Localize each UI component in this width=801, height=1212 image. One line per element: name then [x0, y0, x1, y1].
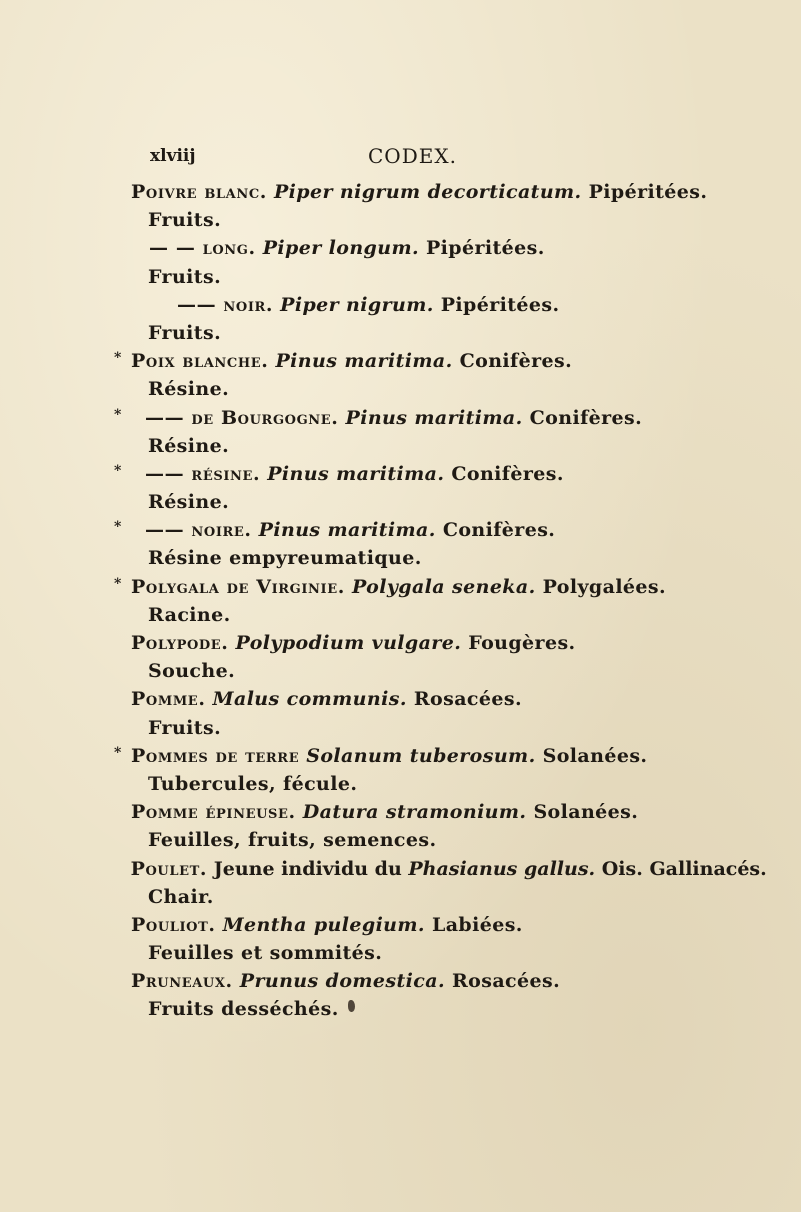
- entry-head: Poivre blanc.: [131, 181, 267, 203]
- entry-part-line: [124, 432, 784, 460]
- entry-part-line: [124, 544, 784, 572]
- entry-line: [114, 460, 784, 488]
- entry-head: Pruneaux.: [131, 970, 233, 993]
- entry-latin-name: Pinus maritima.: [275, 350, 453, 373]
- entry-family: Solanées.: [542, 744, 648, 767]
- entry-head: —— de Bourgogne.: [145, 406, 339, 429]
- entry-part: Tubercules, fécule.: [148, 772, 358, 795]
- entry-star: *: [114, 462, 122, 479]
- entry-line: [124, 911, 784, 939]
- entry-line: [124, 629, 784, 657]
- entry-head: Pomme.: [131, 688, 206, 711]
- entry-family: Fougères.: [468, 632, 576, 654]
- entry-head: —— noire.: [145, 519, 252, 542]
- entry-part: Feuilles et sommités.: [148, 942, 383, 965]
- entry-latin-name: Piper nigrum decorticatum.: [274, 181, 582, 203]
- entry-star: *: [114, 575, 122, 592]
- entry-line: [124, 234, 784, 262]
- entry-part-line: [124, 939, 784, 967]
- entry-part-line: [124, 770, 784, 798]
- entry-family: Labiées.: [431, 913, 523, 936]
- page-header: [150, 146, 670, 172]
- entry-head: Pomme épineuse.: [131, 801, 296, 824]
- entry-part-line: [124, 657, 784, 685]
- entry-family: Conifères.: [451, 462, 564, 485]
- entry-part: Fruits.: [148, 209, 222, 232]
- entry-line: [124, 967, 784, 995]
- entry-head: Polygala de Virginie.: [131, 575, 345, 598]
- entry-part: Souche.: [148, 660, 236, 683]
- entry-latin-name: Piper longum.: [262, 237, 419, 260]
- folio-number: xlviij: [150, 146, 196, 166]
- entry-latin-name: Mentha pulegium.: [222, 913, 425, 936]
- entry-head: Pouliot.: [131, 913, 216, 936]
- entry-part-line: [124, 206, 784, 234]
- entry-line: [114, 347, 784, 375]
- entry-line: [124, 685, 784, 713]
- entry-latin-name: Phasianus gallus.: [408, 857, 596, 880]
- entry-line: [124, 798, 784, 826]
- entry-latin-name: Piper nigrum.: [280, 293, 434, 316]
- entry-part: Fruits.: [148, 716, 222, 739]
- entry-family: Conifères.: [442, 519, 556, 542]
- codex-entries: [114, 178, 784, 1024]
- entry-family: Conifères.: [459, 350, 573, 373]
- entry-part-line: [124, 995, 784, 1023]
- entry-head: Pommes de terre: [131, 744, 300, 767]
- entry-head: Poulet.: [130, 857, 208, 880]
- entry-part: Résine.: [148, 434, 230, 457]
- entry-line: [124, 291, 784, 319]
- entry-latin-name: Pinus maritima.: [267, 462, 445, 485]
- entry-latin-name: Solanum tuberosum.: [306, 744, 536, 767]
- entry-part: Chair.: [148, 885, 214, 908]
- entry-part: Résine empyreumatique.: [148, 547, 422, 570]
- entry-head: Poix blanche.: [131, 350, 269, 373]
- entry-star: *: [114, 519, 122, 536]
- entry-family: Conifères.: [529, 406, 643, 429]
- entry-latin-name: Pinus maritima.: [258, 519, 436, 542]
- entry-description: Jeune individu du: [213, 857, 402, 880]
- entry-part-line: [124, 375, 784, 403]
- entry-family: Pipéritées.: [588, 181, 708, 203]
- entry-line: [114, 516, 784, 544]
- entry-family: Rosacées.: [413, 688, 522, 711]
- entry-latin-name: Polypodium vulgare.: [235, 632, 462, 654]
- entry-star: *: [114, 350, 122, 367]
- running-title: CODEX.: [368, 144, 457, 168]
- entry-line: [114, 742, 784, 770]
- ink-blot: [348, 1000, 355, 1012]
- entry-family: Polygalées.: [542, 575, 667, 598]
- entry-part-line: [124, 883, 784, 911]
- entry-line: [114, 404, 784, 432]
- entry-family: Solanées.: [533, 801, 639, 824]
- entry-head: —— résine.: [145, 462, 261, 485]
- entry-latin-name: Datura stramonium.: [302, 801, 527, 824]
- entry-family: Pipéritées.: [440, 293, 560, 316]
- entry-part-line: [124, 714, 784, 742]
- entry-star: *: [114, 744, 122, 761]
- entry-family: Ois. Gallinacés.: [601, 857, 767, 880]
- entry-part: Résine.: [148, 378, 230, 401]
- entry-line: [114, 573, 784, 601]
- entry-part: Feuilles, fruits, semences.: [148, 829, 437, 852]
- entry-family: Rosacées.: [451, 970, 561, 993]
- entry-latin-name: Prunus domestica.: [239, 970, 445, 993]
- entry-part-line: [124, 319, 784, 347]
- entry-line: [124, 178, 784, 206]
- entry-part-line: [124, 826, 784, 854]
- entry-family: Pipéritées.: [425, 237, 545, 260]
- entry-part-line: [124, 263, 784, 291]
- entry-part: Résine.: [148, 491, 230, 514]
- entry-part: Fruits.: [148, 265, 222, 288]
- entry-part-line: [124, 488, 784, 516]
- entry-latin-name: Malus communis.: [212, 688, 407, 711]
- entry-head: —— noir.: [177, 293, 274, 316]
- entry-latin-name: Polygala seneka.: [351, 575, 536, 598]
- entry-part: Fruits.: [148, 321, 222, 344]
- entry-head: Polypode.: [131, 632, 229, 654]
- entry-part: Racine.: [148, 603, 231, 626]
- entry-latin-name: Pinus maritima.: [345, 406, 523, 429]
- entry-line: [124, 855, 784, 883]
- entry-head: — — long.: [149, 237, 256, 260]
- entry-part: Fruits desséchés.: [148, 998, 339, 1021]
- entry-star: *: [114, 406, 122, 423]
- entry-part-line: [124, 601, 784, 629]
